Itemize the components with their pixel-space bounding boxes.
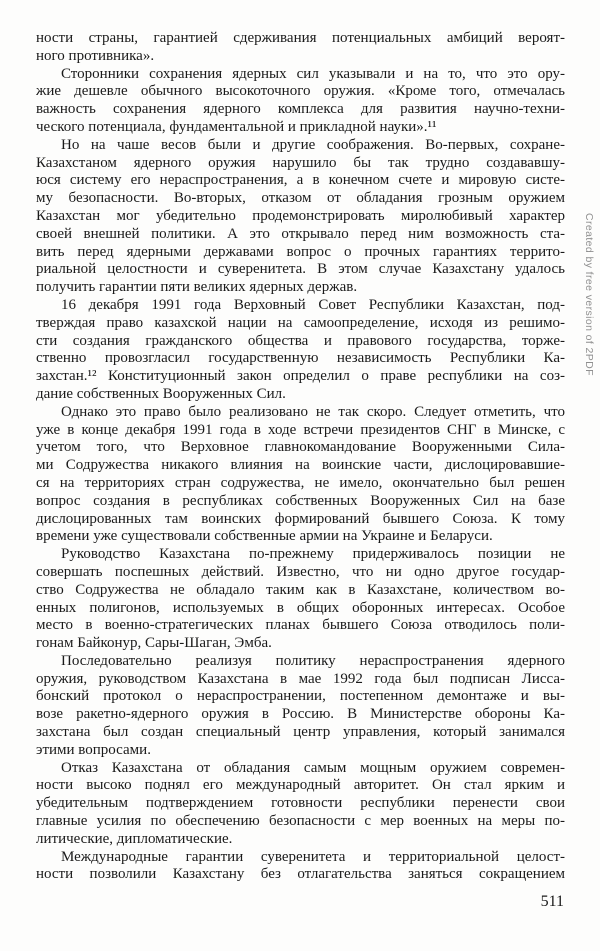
text-line: Однако это право было реализовано не так скоро. Следует отметить, что (61, 403, 565, 420)
text-line: получить гарантии пяти великих ядерных держав. (36, 279, 358, 296)
text-line: риальной целостности и суверенитета. В этом случае Казахстану удалось (36, 261, 565, 278)
text-line: ся на территориях стран содружества, не имело, окончательно был решен (36, 474, 565, 491)
text-line: сти создания гражданского общества и правового государства, торже- (36, 332, 565, 349)
text-line: Сторонники сохранения ядерных сил указывали и на то, что это ору- (61, 65, 565, 82)
text-line: Казахстан мог убедительно продемонстрировать миролюбивый характер (36, 207, 565, 224)
text-line: ственно провозгласил государственную независимость Республики Ка- (36, 350, 565, 367)
text-line: ческого потенциала, фундаментальной и прикладной науки».¹¹ (36, 118, 437, 135)
text-line: вить перед ядерными державами вопрос о прочных гарантиях террито- (36, 243, 565, 260)
text-line: дание собственных Вооруженных Сил. (36, 385, 286, 402)
text-line: бонский протокол о нераспространении, постепенном демонтаже и вы- (36, 688, 565, 705)
text-line: ности высоко поднял его международный авторитет. Он стал ярким и (36, 777, 565, 794)
text-line: захстана был создан специальный центр управления, который занимался (36, 724, 565, 741)
text-line: совершать поспешных действий. Известно, что ни одно другое государ- (36, 563, 565, 580)
text-line: место в военно-стратегических планах бывшего Союза отводилось поли- (36, 617, 565, 634)
text-line: жие дешевле обычного высокоточного оружия. «Кроме того, отмечалась (36, 83, 565, 100)
text-line: оружия, руководством Казахстана в мае 1992 года был подписан Лисса- (36, 670, 565, 687)
text-line: Казахстаном ядерного оружия нарушило бы так трудно создававшу- (36, 154, 565, 171)
text-line: уже в конце декабря 1991 года в ходе встречи президентов СНГ в Минске, с (36, 421, 565, 438)
text-line: дислоцированных там воинских формирований бывшего Союза. К тому (36, 510, 565, 527)
text-line: важность сохранения ядерного комплекса для развития научно-техни- (36, 101, 565, 118)
text-line: ности страны, гарантией сдерживания потенциальных амбиций вероят- (36, 30, 565, 46)
text-line: ного противника». (36, 47, 155, 64)
text-line: ство Содружества не обладало таким как в Казахстане, количеством во- (36, 581, 565, 598)
text-line: времени уже существовали собственные армии на Украине и Беларуси. (36, 528, 493, 545)
text-line: 16 декабря 1991 года Верховный Совет Республики Казахстан, под- (61, 296, 565, 313)
text-line: юся систему его нераспространения, а в конечном счете и мировую систе- (36, 172, 565, 189)
page-number: 511 (540, 893, 564, 910)
text-line: возе ракетно-ядерного оружия в Россию. В Министерстве обороны Ка- (36, 706, 565, 723)
text-line: главные усилия по обеспечению безопасности с мер военных на меры по- (36, 813, 565, 830)
text-line: гонам Байконур, Сары-Шаган, Эмба. (36, 635, 272, 652)
text-block (36, 30, 565, 884)
text-line: енных полигонов, используемых в общих оборонных интересах. Особое (36, 599, 565, 616)
text-line: Последовательно реализуя политику нераспространения ядерного (61, 652, 565, 669)
text-line: ности позволили Казахстану без отлагательства заняться сокращением (36, 866, 565, 883)
text-line: вопрос создания в республиках собственных Вооруженных Сил на базе (36, 492, 565, 509)
text-line: тверждая право казахской нации на самоопределение, исходя из решимо- (36, 314, 565, 331)
text-line: му безопасности. Во-вторых, отказом от обладания грозным оружием (36, 190, 565, 207)
text-line: литические, дипломатические. (36, 830, 233, 847)
text-line: Отказ Казахстана от обладания самым мощным оружием современ- (61, 759, 565, 776)
watermark: Created by free version of 2PDF (583, 213, 595, 376)
text-line: ми Содружества никакого влияния на воинские части, дислоцировавшие- (36, 457, 565, 474)
text-line: этими вопросами. (36, 741, 151, 758)
text-line: убедительным подтверждением готовности республики перенести свои (36, 795, 565, 812)
text-line: захстан.¹² Конституционный закон определил о праве республики на соз- (36, 368, 565, 385)
text-line: Международные гарантии суверенитета и территориальной целост- (61, 848, 565, 865)
text-line: своей внешней политики. А это открывало перед ним возможность ста- (36, 225, 565, 242)
text-line: учетом того, что Верховное главнокомандование Вооруженными Сила- (36, 439, 565, 456)
text-line: Но на чаше весов были и другие соображения. Во-первых, сохране- (61, 136, 565, 153)
text-line: Руководство Казахстана по-прежнему придерживалось позиции не (61, 546, 565, 563)
